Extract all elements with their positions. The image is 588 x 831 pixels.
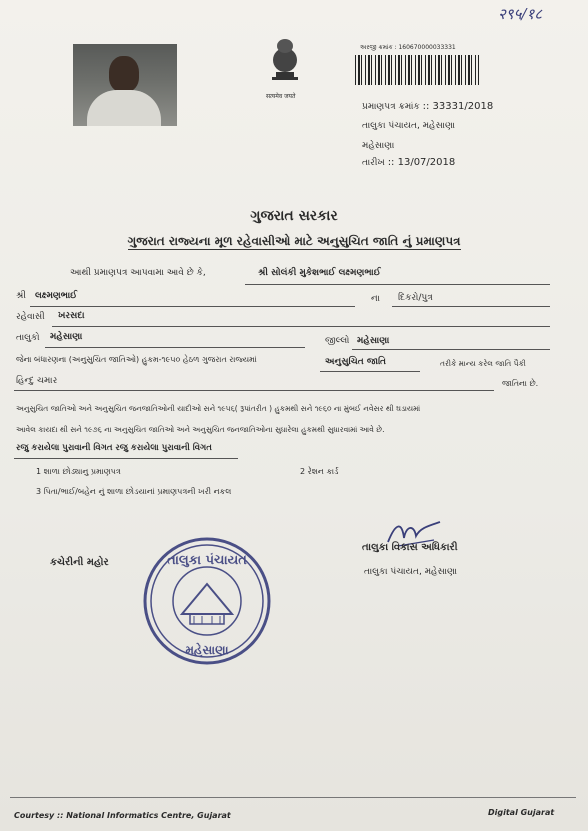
resident-label: રહેવાસી <box>16 312 45 322</box>
cert-number: :: 33331/2018 <box>422 101 494 112</box>
emblem-caption: सत्यमेव जयते <box>266 93 296 100</box>
officer-title: તાલુકા વિકાસ અધિકારી <box>362 542 458 553</box>
para-line-2: આવેલ કાયદા થી સને ૧૯૭૬ ના અનુસુચિત જાતિઓ અને અનુસુચિત જનજાતિઓના સુધારેલા હુકમથી સુધારવામાં આવે છે. <box>16 425 385 434</box>
belongs-text: જાતિના છે. <box>502 379 539 388</box>
district-label: જીલ્લો <box>325 336 350 346</box>
applicant-photo <box>73 44 177 126</box>
cert-title: ગુજરાત રાજ્યના મૂળ રહેવાસીઓ માટે અનુસુચિત જાતિ નું પ્રમાણપત્ર <box>127 234 461 248</box>
father-name: લક્ષ્મણભાઈ <box>35 291 78 301</box>
cert-number-label: પ્રમાણપત્ર ક્રમાંક <box>362 102 420 112</box>
resident-value: ખરસદા <box>58 311 85 321</box>
state-emblem-icon <box>262 32 308 90</box>
recognized-text: તરીકે માન્ય કરેલ જાતિ પૈકી <box>440 359 526 368</box>
office-seal <box>142 536 272 666</box>
handwritten-number: २९५/१८ <box>498 5 543 23</box>
footer-courtesy: Courtesy :: National Informatics Centre, Gujarat <box>14 811 231 820</box>
district-value: મહેસાણા <box>357 336 390 346</box>
proof-heading: રજુ કરાયેલા પુરાવાની વિગત રજુ કરાયેલા પુરાવાની વિગત <box>16 443 212 453</box>
seal-text-bottom: મહેસાણા <box>185 643 229 657</box>
date-value: :: 13/07/2018 <box>387 157 456 168</box>
gov-title: ગુજરાત સરકાર <box>250 208 338 224</box>
applicant-name: શ્રી સોલંકી મુકેશભાઈ લક્ષ્મણભાઈ <box>258 268 381 278</box>
caste-value: હિન્દુ ચમાર <box>16 376 58 386</box>
proof-3: 3 પિતા/ભાઈ/બહેન નું શાળા છોડયાનાં પ્રમાણપત્રની ખરી નકલ <box>36 487 232 496</box>
para-line-1: અનુસુચિત જાતિઓ અને અનુસુચિત જનજાતિઓની યાદીઓ સને ૧૯૫૬( રૂપાંતરીત ) હુકમથી સને ૧૯૬૦ ના મુંબઈ નવેસર થી ઘડાયમાં <box>16 404 421 413</box>
taluka-value: મહેસાણા <box>50 332 83 342</box>
order-text: જેના બંધારણના (અનુસુચિત જાતિઓ) હુકમ-૧૯૫૦ હેઠળ ગુજરાત રાજ્યમાં <box>16 355 257 364</box>
office-line-2: મહેસાણા <box>362 141 395 151</box>
date-row <box>362 157 455 168</box>
caste-category: અનુસુચિત જાતિ <box>325 357 386 367</box>
proof-2: 2 રેશન કાર્ડ <box>300 467 339 476</box>
office-stamp-label: કચેરીની મહોર <box>50 557 109 568</box>
seal-text-top: તાલુકા પંચાયત <box>167 553 247 568</box>
office-line-1: તાલુકા પંચાયત, મહેસાણા <box>362 121 456 131</box>
footer-digital-gujarat: Digital Gujarat <box>488 808 555 817</box>
issued-text: આથી પ્રમાણપત્ર આપવામા આવે છે કે, <box>70 268 206 278</box>
taluka-label: તાલુકો <box>16 333 40 343</box>
shri-label: શ્રી <box>16 291 26 301</box>
barcode <box>355 55 479 85</box>
barcode-text: અરજી ક્રમાંક : 160670000033331 <box>360 44 456 51</box>
relation-value: દિકરો/પુત્ર <box>398 293 433 303</box>
relation-label: ના <box>371 294 380 304</box>
cert-number-row <box>362 101 493 112</box>
date-label: તારીખ <box>362 158 385 168</box>
officer-office: તાલુકા પંચાયત, મહેસાણા <box>364 567 458 577</box>
proof-1: 1 શાળા છોડ્યાનુ પ્રમાણપત્ર <box>36 467 121 476</box>
